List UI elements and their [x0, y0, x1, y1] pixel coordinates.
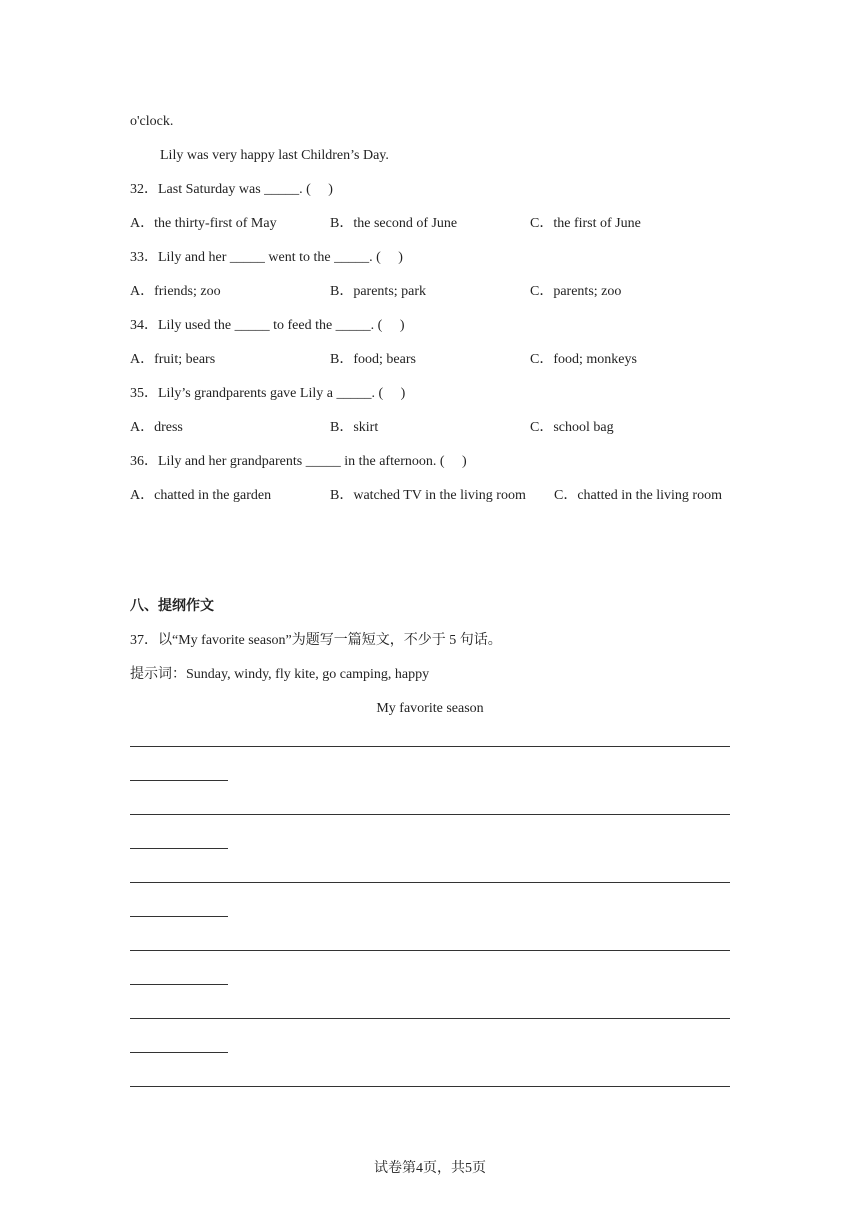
question-32-option-b[interactable]: B．the second of June: [330, 216, 458, 231]
question-36-option-c[interactable]: C．chatted in the living room: [554, 488, 722, 503]
question-33-stem: 33．Lily and her _____ went to the _____. ( ): [130, 250, 403, 265]
essay-title: My favorite season: [376, 701, 484, 716]
writing-line[interactable]: [130, 882, 730, 883]
question-35-option-a[interactable]: A．dress: [130, 420, 183, 435]
writing-line[interactable]: [130, 1086, 730, 1087]
question-32-stem: 32．Last Saturday was _____. ( ): [130, 182, 333, 197]
writing-line[interactable]: [130, 950, 730, 951]
writing-line[interactable]: [130, 814, 730, 815]
question-34-stem: 34．Lily used the _____ to feed the _____. ( ): [130, 318, 405, 333]
question-34-option-b[interactable]: B．food; bears: [330, 352, 416, 367]
section-8-heading: 八、提纲作文: [130, 599, 214, 614]
page-footer: 试卷第4页，共5页: [374, 1161, 486, 1176]
writing-line-short[interactable]: [130, 780, 228, 781]
question-34-option-c[interactable]: C．food; monkeys: [530, 352, 637, 367]
passage-continuation: o'clock.: [130, 114, 174, 129]
question-35-stem: 35．Lily’s grandparents gave Lily a _____. ( ): [130, 386, 406, 401]
question-32-option-a[interactable]: A．the thirty-first of May: [130, 216, 277, 231]
question-32-option-c[interactable]: C．the first of June: [530, 216, 641, 231]
question-37-prompt: 37．以“My favorite season”为题写一篇短文，不少于 5 句话。: [130, 633, 502, 648]
writing-line-short[interactable]: [130, 1052, 228, 1053]
question-36-stem: 36．Lily and her grandparents _____ in the afternoon. ( ): [130, 454, 467, 469]
question-34-option-a[interactable]: A．fruit; bears: [130, 352, 216, 367]
question-33-option-b[interactable]: B．parents; park: [330, 284, 427, 299]
hint-words: 提示词：Sunday, windy, fly kite, go camping, happy: [130, 667, 430, 682]
writing-line[interactable]: [130, 1018, 730, 1019]
question-35-option-c[interactable]: C．school bag: [530, 420, 614, 435]
writing-line-short[interactable]: [130, 848, 228, 849]
question-35-option-b[interactable]: B．skirt: [330, 420, 379, 435]
question-36-option-a[interactable]: A．chatted in the garden: [130, 488, 272, 503]
writing-line-short[interactable]: [130, 916, 228, 917]
question-33-option-c[interactable]: C．parents; zoo: [530, 284, 622, 299]
question-36-option-b[interactable]: B．watched TV in the living room: [330, 488, 526, 503]
writing-line-short[interactable]: [130, 984, 228, 985]
passage-last-sentence: Lily was very happy last Children’s Day.: [160, 148, 389, 163]
writing-line[interactable]: [130, 746, 730, 747]
question-33-option-a[interactable]: A．friends; zoo: [130, 284, 221, 299]
